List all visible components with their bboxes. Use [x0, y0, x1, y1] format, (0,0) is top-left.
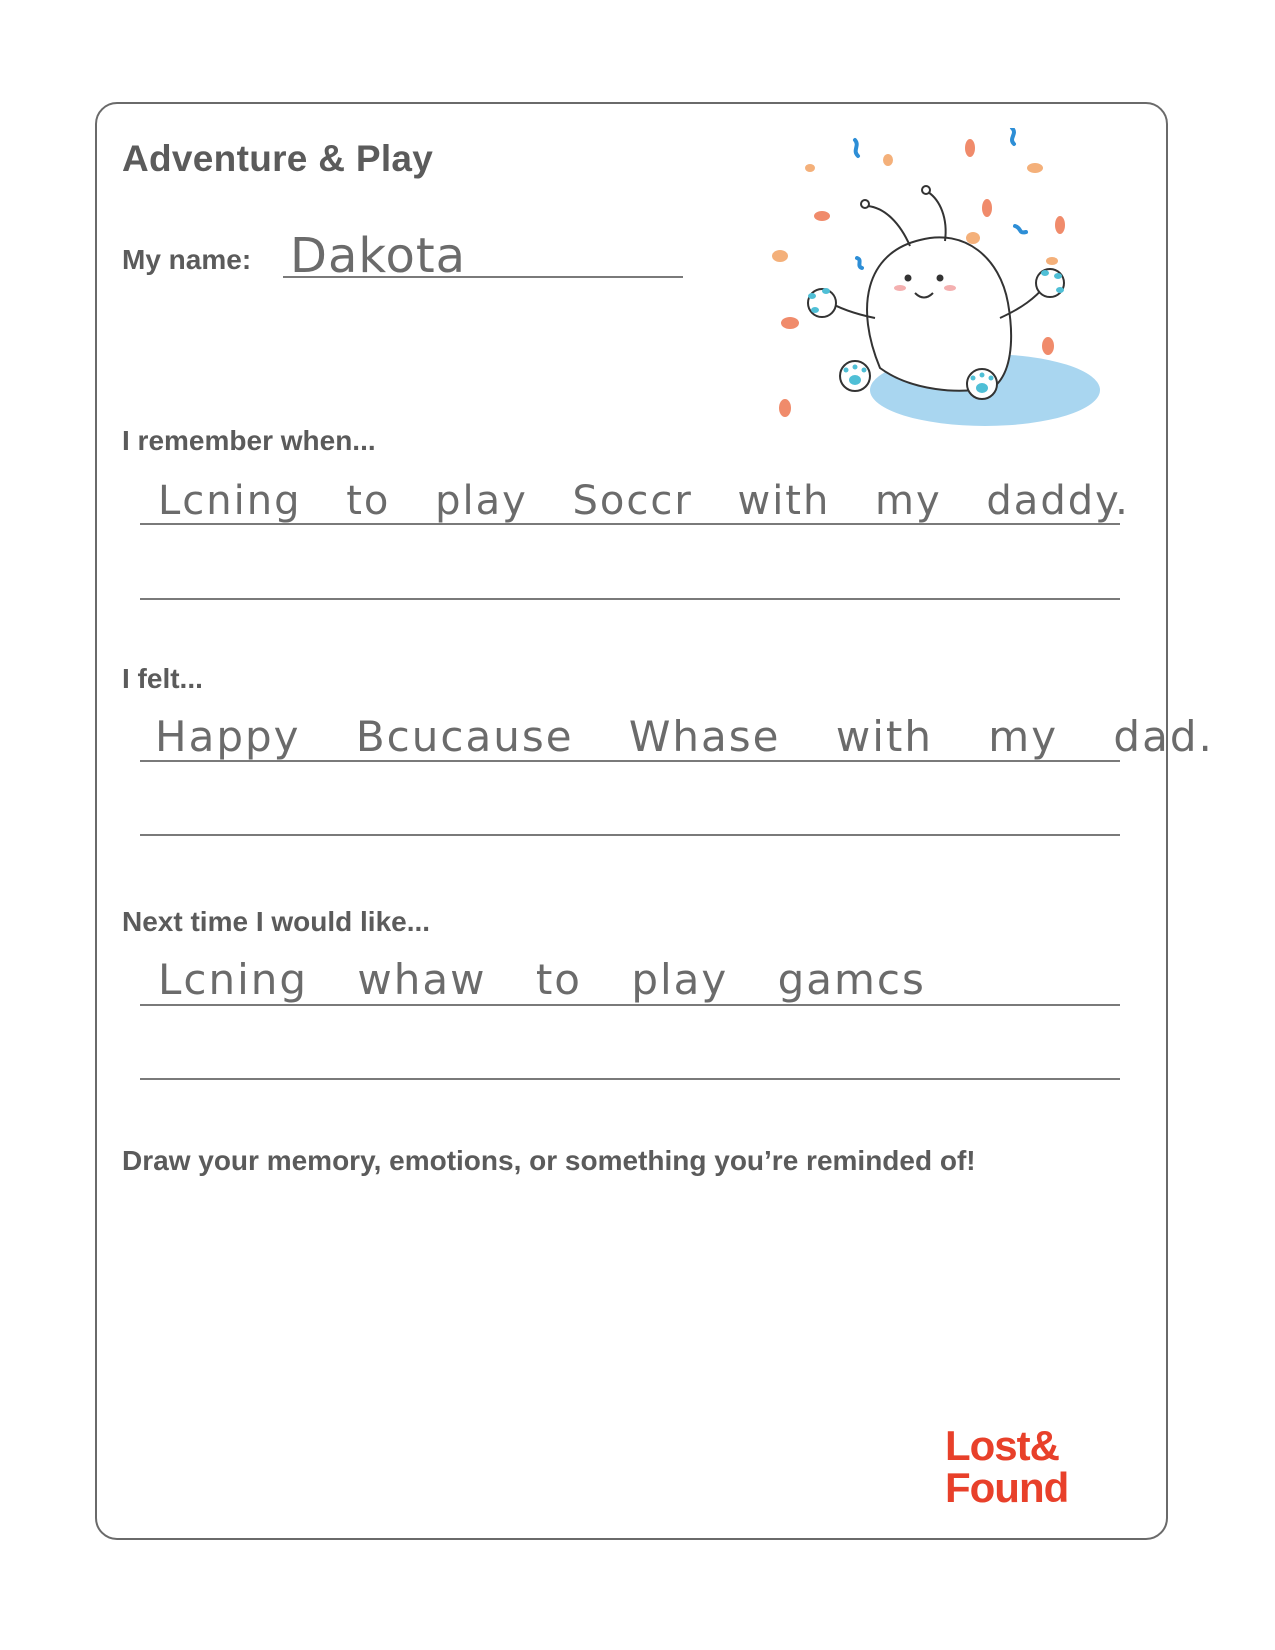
felt-label: I felt... — [122, 663, 203, 694]
eye-right — [937, 275, 944, 282]
next-time-line-1 — [140, 1004, 1120, 1006]
felt-line-1 — [140, 760, 1120, 762]
celebrating-bug-creature-icon — [760, 128, 1120, 448]
draw-prompt: Draw your memory, emotions, or something you’re reminded of! — [122, 1145, 976, 1176]
logo-line-2: Found — [945, 1464, 1069, 1510]
logo-mark — [945, 1420, 1125, 1510]
hand-right — [1036, 269, 1064, 297]
logo-line-1: Lost& — [945, 1422, 1059, 1469]
worksheet-title: Adventure & Play — [122, 138, 434, 179]
foot-left — [840, 361, 870, 391]
antenna-right — [928, 192, 946, 241]
antenna-left — [868, 206, 910, 246]
felt-answer: Happy Bcucause Whase with my dad. — [155, 712, 1214, 761]
remember-label: I remember when... — [122, 425, 376, 456]
felt-line-2 — [140, 834, 1120, 836]
remember-answer: Lcning to play Soccr with my daddy. — [158, 478, 1130, 524]
remember-line-2 — [140, 598, 1120, 600]
lost-and-found-logo — [945, 1420, 1125, 1510]
next-time-line-2 — [140, 1078, 1120, 1080]
next-time-label: Next time I would like... — [122, 906, 431, 937]
eye-left — [905, 275, 912, 282]
creature-body — [867, 237, 1011, 390]
hand-left — [808, 288, 836, 317]
remember-line-1 — [140, 523, 1120, 525]
name-handwritten: Dakota — [290, 228, 467, 284]
foot-right — [967, 369, 997, 399]
next-time-answer: Lcning whaw to play gamcs — [158, 955, 926, 1004]
name-label: My name: — [122, 244, 252, 275]
